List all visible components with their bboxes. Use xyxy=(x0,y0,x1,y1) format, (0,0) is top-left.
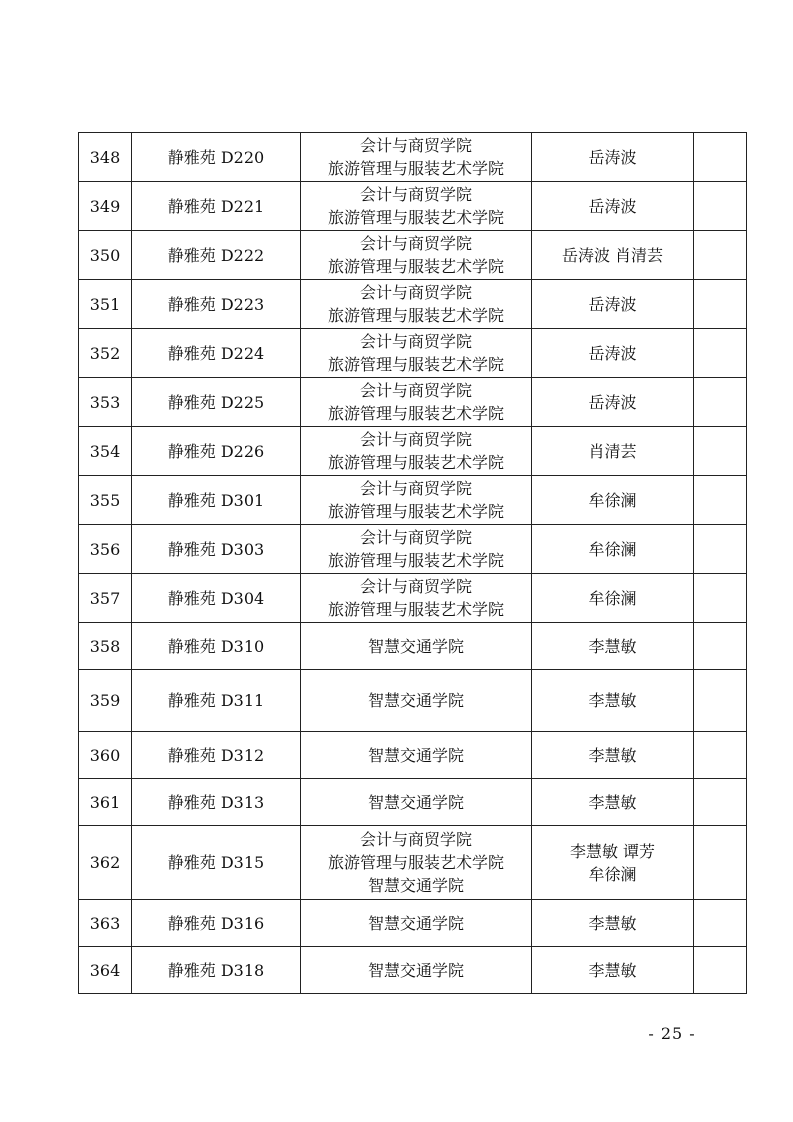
note-cell xyxy=(694,378,747,427)
college-name-line: 智慧交通学院 xyxy=(367,960,464,980)
page-number: - 25 - xyxy=(648,1024,696,1043)
contact-person-line: 李慧敏 xyxy=(588,960,637,980)
college-name xyxy=(301,182,532,231)
college-name-line: 旅游管理与服装艺术学院 xyxy=(327,404,504,423)
room-name: 静雅苑 D225 xyxy=(132,378,301,427)
row-number: 351 xyxy=(79,280,132,329)
contact-person xyxy=(532,670,694,732)
college-name xyxy=(301,329,532,378)
row-number: 363 xyxy=(79,900,132,947)
college-name-line: 旅游管理与服装艺术学院 xyxy=(327,306,504,325)
college-name xyxy=(301,947,532,994)
contact-person-line: 李慧敏 xyxy=(588,913,637,933)
room-name: 静雅苑 D223 xyxy=(132,280,301,329)
contact-person-line: 李慧敏 xyxy=(588,792,637,812)
contact-person xyxy=(532,826,694,900)
room-name: 静雅苑 D315 xyxy=(132,826,301,900)
contact-person-line: 李慧敏 xyxy=(588,636,637,656)
college-name-line: 会计与商贸学院 xyxy=(359,185,472,204)
college-name xyxy=(301,378,532,427)
contact-person-line: 肖清芸 xyxy=(588,441,637,461)
contact-person xyxy=(532,623,694,670)
row-number: 362 xyxy=(79,826,132,900)
college-name-line: 会计与商贸学院 xyxy=(359,528,472,547)
row-number: 352 xyxy=(79,329,132,378)
room-name: 静雅苑 D224 xyxy=(132,329,301,378)
note-cell xyxy=(694,427,747,476)
college-name-line: 会计与商贸学院 xyxy=(359,381,472,400)
row-number: 354 xyxy=(79,427,132,476)
contact-person-line: 牟徐澜 xyxy=(588,490,637,510)
college-name-line: 旅游管理与服装艺术学院 xyxy=(327,853,504,872)
room-name: 静雅苑 D310 xyxy=(132,623,301,670)
contact-person-line: 岳涛波 xyxy=(588,294,637,314)
college-name-line: 会计与商贸学院 xyxy=(359,830,472,849)
college-name-line: 会计与商贸学院 xyxy=(359,283,472,302)
row-number: 357 xyxy=(79,574,132,623)
table-row xyxy=(79,329,747,378)
college-name xyxy=(301,826,532,900)
table-row xyxy=(79,525,747,574)
note-cell xyxy=(694,231,747,280)
contact-person xyxy=(532,427,694,476)
college-name-line: 智慧交通学院 xyxy=(367,636,464,656)
note-cell xyxy=(694,732,747,779)
college-name xyxy=(301,280,532,329)
room-name: 静雅苑 D220 xyxy=(132,133,301,182)
college-name-line: 旅游管理与服装艺术学院 xyxy=(327,453,504,472)
table-row xyxy=(79,947,747,994)
college-name-line: 旅游管理与服装艺术学院 xyxy=(327,208,504,227)
table-row xyxy=(79,378,747,427)
college-name-line: 智慧交通学院 xyxy=(367,691,464,710)
college-name-line: 旅游管理与服装艺术学院 xyxy=(327,159,504,178)
contact-person-line: 李慧敏 谭芳 xyxy=(569,841,656,861)
note-cell xyxy=(694,826,747,900)
contact-person xyxy=(532,280,694,329)
contact-person xyxy=(532,900,694,947)
table-row xyxy=(79,280,747,329)
college-name-line: 旅游管理与服装艺术学院 xyxy=(327,600,504,619)
room-name: 静雅苑 D318 xyxy=(132,947,301,994)
contact-person xyxy=(532,133,694,182)
college-name-line: 智慧交通学院 xyxy=(367,792,464,812)
note-cell xyxy=(694,133,747,182)
contact-person-line: 牟徐澜 xyxy=(588,864,637,884)
college-name xyxy=(301,623,532,670)
table-row xyxy=(79,623,747,670)
college-name-line: 旅游管理与服装艺术学院 xyxy=(327,355,504,374)
room-name: 静雅苑 D301 xyxy=(132,476,301,525)
note-cell xyxy=(694,182,747,231)
note-cell xyxy=(694,623,747,670)
row-number: 353 xyxy=(79,378,132,427)
college-name xyxy=(301,574,532,623)
row-number: 350 xyxy=(79,231,132,280)
note-cell xyxy=(694,670,747,732)
note-cell xyxy=(694,947,747,994)
row-number: 349 xyxy=(79,182,132,231)
row-number: 364 xyxy=(79,947,132,994)
table-row xyxy=(79,732,747,779)
college-name-line: 会计与商贸学院 xyxy=(359,332,472,351)
contact-person-line: 牟徐澜 xyxy=(588,539,637,559)
contact-person-line: 牟徐澜 xyxy=(588,588,637,608)
room-name: 静雅苑 D222 xyxy=(132,231,301,280)
note-cell xyxy=(694,280,747,329)
note-cell xyxy=(694,476,747,525)
room-name: 静雅苑 D312 xyxy=(132,732,301,779)
college-name xyxy=(301,900,532,947)
row-number: 356 xyxy=(79,525,132,574)
row-number: 361 xyxy=(79,779,132,826)
row-number: 358 xyxy=(79,623,132,670)
college-name-line: 智慧交通学院 xyxy=(367,913,464,933)
contact-person xyxy=(532,231,694,280)
room-name: 静雅苑 D226 xyxy=(132,427,301,476)
contact-person xyxy=(532,732,694,779)
contact-person-line: 岳涛波 xyxy=(588,392,637,412)
college-name-line: 旅游管理与服装艺术学院 xyxy=(327,551,504,570)
contact-person xyxy=(532,329,694,378)
contact-person xyxy=(532,574,694,623)
room-name: 静雅苑 D316 xyxy=(132,900,301,947)
college-name-line: 会计与商贸学院 xyxy=(359,430,472,449)
college-name-line: 旅游管理与服装艺术学院 xyxy=(327,502,504,521)
table-row xyxy=(79,182,747,231)
note-cell xyxy=(694,329,747,378)
college-name-line: 会计与商贸学院 xyxy=(359,577,472,596)
contact-person xyxy=(532,476,694,525)
college-name xyxy=(301,525,532,574)
table-row xyxy=(79,476,747,525)
contact-person-line: 李慧敏 xyxy=(588,745,637,765)
table-row xyxy=(79,133,747,182)
room-name: 静雅苑 D221 xyxy=(132,182,301,231)
row-number: 359 xyxy=(79,670,132,732)
roster-table-body xyxy=(79,133,747,994)
college-name-line: 会计与商贸学院 xyxy=(359,479,472,498)
row-number: 348 xyxy=(79,133,132,182)
contact-person xyxy=(532,525,694,574)
college-name xyxy=(301,133,532,182)
college-name xyxy=(301,779,532,826)
room-name: 静雅苑 D303 xyxy=(132,525,301,574)
college-name xyxy=(301,427,532,476)
row-number: 360 xyxy=(79,732,132,779)
contact-person-line: 岳涛波 xyxy=(588,343,637,363)
college-name xyxy=(301,476,532,525)
table-row xyxy=(79,574,747,623)
table-row xyxy=(79,900,747,947)
room-name: 静雅苑 D304 xyxy=(132,574,301,623)
table-row xyxy=(79,779,747,826)
table-row xyxy=(79,427,747,476)
contact-person xyxy=(532,378,694,427)
college-name xyxy=(301,732,532,779)
college-name-line: 智慧交通学院 xyxy=(367,745,464,765)
note-cell xyxy=(694,779,747,826)
table-row xyxy=(79,670,747,732)
dormitory-roster-table xyxy=(78,132,747,994)
college-name-line: 旅游管理与服装艺术学院 xyxy=(327,257,504,276)
room-name: 静雅苑 D311 xyxy=(132,670,301,732)
contact-person xyxy=(532,947,694,994)
college-name xyxy=(301,670,532,732)
room-name: 静雅苑 D313 xyxy=(132,779,301,826)
contact-person xyxy=(532,182,694,231)
row-number: 355 xyxy=(79,476,132,525)
note-cell xyxy=(694,525,747,574)
college-name xyxy=(301,231,532,280)
contact-person-line: 岳涛波 xyxy=(588,147,637,167)
contact-person-line: 岳涛波 肖清芸 xyxy=(561,245,664,265)
college-name-line: 会计与商贸学院 xyxy=(359,136,472,155)
college-name-line: 会计与商贸学院 xyxy=(359,234,472,253)
contact-person xyxy=(532,779,694,826)
contact-person-line: 岳涛波 xyxy=(588,196,637,216)
college-name-line: 智慧交通学院 xyxy=(367,876,464,895)
table-row xyxy=(79,231,747,280)
contact-person-line: 李慧敏 xyxy=(588,691,637,710)
note-cell xyxy=(694,900,747,947)
note-cell xyxy=(694,574,747,623)
table-row xyxy=(79,826,747,900)
